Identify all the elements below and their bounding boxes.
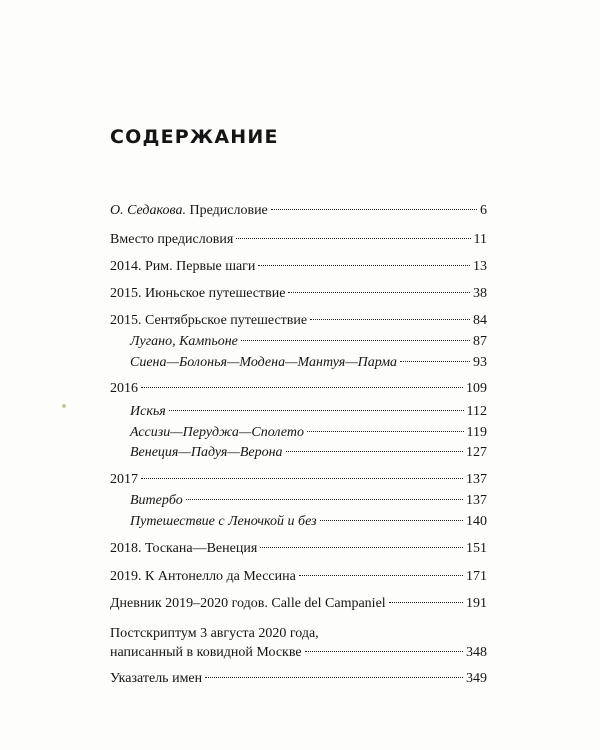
dot-leader: [389, 602, 463, 603]
page-number: 6: [480, 203, 487, 218]
dot-leader: [241, 340, 470, 341]
entry-title-line-2: написанный в ковидной Москве: [110, 645, 302, 660]
page-number: 87: [473, 334, 487, 349]
dot-leader: [307, 431, 464, 432]
toc-subentry[interactable]: [130, 444, 487, 462]
page-number: 151: [466, 541, 487, 556]
dot-leader: [305, 651, 463, 652]
entry-title: О. Седакова. Предисловие: [110, 203, 268, 218]
toc-entry[interactable]: [110, 285, 487, 303]
page-number: 112: [466, 404, 487, 419]
page-number: 11: [473, 232, 487, 247]
page-number: 349: [466, 671, 487, 686]
toc-subentry[interactable]: [130, 333, 487, 351]
toc-entry[interactable]: [110, 231, 487, 249]
toc-entry[interactable]: [110, 670, 487, 688]
page-number: 119: [466, 425, 487, 440]
toc-subentry[interactable]: [130, 513, 487, 531]
dot-leader: [186, 499, 463, 500]
entry-title: Венеция—Падуя—Верона: [130, 445, 283, 460]
dot-leader: [310, 319, 470, 320]
dot-leader: [258, 265, 470, 266]
dot-leader: [169, 410, 464, 411]
toc-subentry[interactable]: [130, 492, 487, 510]
page-number: 93: [473, 355, 487, 370]
entry-title: 2018. Тоскана—Венеция: [110, 541, 258, 556]
page-number: 137: [466, 493, 487, 508]
entry-title: Путешествие с Леночкой и без: [130, 514, 317, 529]
page-number: 84: [473, 313, 487, 328]
page-number: 140: [466, 514, 487, 529]
toc-entry[interactable]: [110, 540, 487, 558]
toc-entry[interactable]: [110, 471, 487, 489]
entry-title: 2015. Сентябрьское путешествие: [110, 313, 308, 328]
entry-title: Лугано, Кампьоне: [130, 334, 238, 349]
dot-leader: [320, 520, 463, 521]
toc-heading: СОДЕРЖАНИЕ: [110, 126, 279, 148]
page-number: 13: [473, 259, 487, 274]
entry-title: Указатель имен: [110, 671, 203, 686]
paper-speck: [62, 404, 66, 408]
page-number: 348: [466, 645, 487, 660]
dot-leader: [141, 387, 463, 388]
dot-leader: [271, 209, 477, 210]
entry-title: 2019. К Антонелло да Мессина: [110, 569, 296, 584]
toc-entry[interactable]: [110, 312, 487, 330]
entry-title: Сиена—Болонья—Модена—Мантуя—Парма: [130, 355, 398, 370]
toc-subentry[interactable]: [130, 354, 487, 372]
page-number: 171: [466, 569, 487, 584]
entry-title: Дневник 2019–2020 годов. Calle del Campaniel: [110, 596, 386, 611]
page-number: 38: [473, 286, 487, 301]
toc-entry[interactable]: [110, 258, 487, 276]
entry-title: Искья: [130, 404, 166, 419]
entry-title: 2016: [110, 381, 138, 396]
toc-subentry[interactable]: [130, 424, 487, 442]
page-number: 137: [466, 472, 487, 487]
entry-title: Вместо предисловия: [110, 232, 234, 247]
entry-title: Ассизи—Перуджа—Сполето: [130, 425, 304, 440]
entry-title: 2014. Рим. Первые шаги: [110, 259, 256, 274]
page-number: 191: [466, 596, 487, 611]
toc-entry[interactable]: [110, 568, 487, 586]
dot-leader: [286, 451, 463, 452]
dot-leader: [205, 677, 463, 678]
toc-entry[interactable]: [110, 595, 487, 613]
page-number: 127: [466, 445, 487, 460]
entry-title: 2017: [110, 472, 138, 487]
toc-entry-postscript[interactable]: [110, 624, 487, 662]
dot-leader: [400, 361, 470, 362]
toc-entry-preface[interactable]: [110, 202, 487, 220]
page-number: 109: [466, 381, 487, 396]
dot-leader: [236, 238, 470, 239]
entry-title-line-1: Постскриптум 3 августа 2020 года,: [110, 626, 319, 641]
dot-leader: [141, 478, 463, 479]
entry-title: 2015. Июньское путешествие: [110, 286, 286, 301]
dot-leader: [260, 547, 463, 548]
toc-entry[interactable]: [110, 380, 487, 398]
entry-title: Витербо: [130, 493, 183, 508]
dot-leader: [288, 292, 470, 293]
dot-leader: [299, 575, 463, 576]
toc-subentry[interactable]: [130, 403, 487, 421]
